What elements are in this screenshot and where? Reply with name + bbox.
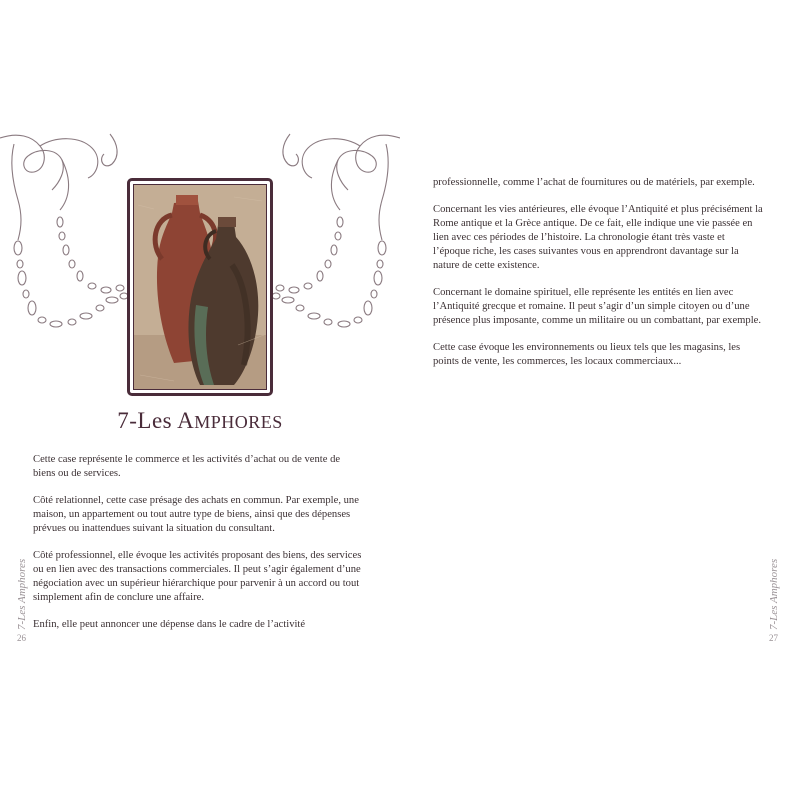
paragraph: Côté professionnel, elle évoque les activités proposant des biens, des services ou en lien avec des transactions commerciales. Il peut s’agir également d’une négociation avec un supérieur hiérarchique pour parvenir à un accord ou tout simplement afin de conclure une affaire. (33, 550, 362, 603)
page-title-first: 7-Les A (117, 408, 195, 433)
right-body-text (433, 176, 763, 382)
paragraph: Cette case représente le commerce et les activités d’achat ou de vente de biens ou de services. (33, 454, 341, 479)
right-page (400, 0, 800, 800)
page-number: 27 (769, 633, 778, 643)
left-body-text (33, 453, 363, 645)
amphora-card-illustration-icon (133, 184, 267, 390)
paragraph: Concernant les vies antérieures, elle évoque l’Antiquité et plus précisément la Rome antique et la Grèce antique. De ce fait, elle indique une vie passée en lien avec ces périodes de l’histoire. La chronologie étant très vaste et l’époque riche, les cases suivantes vous en apprendront davantage sur la nature de cette existence. (433, 204, 763, 271)
page-title-rest: MPHORES (194, 412, 283, 432)
page-number: 26 (17, 633, 26, 643)
paragraph: Cette case évoque les environnements ou lieux tels que les magasins, les points de vente, les commerces, les locaux commerciaux... (433, 342, 741, 367)
page-title (0, 408, 400, 434)
paragraph: Côté relationnel, cette case présage des achats en commun. Par exemple, une maison, un appartement ou tout autre type de biens, ainsi que des dépenses prévues ou inattendues suivant la situation du consultant. (33, 495, 359, 534)
side-running-title: 7-Les Amphores (16, 558, 28, 630)
paragraph: Concernant le domaine spirituel, elle représente les entités en lien avec l’Antiquité grecque et romaine. Il peut s’agir d’un simple citoyen ou d’une présence plus imposante, comme un militaire ou un combattant, par exemple. (433, 287, 762, 326)
side-running-title: 7-Les Amphores (768, 558, 780, 630)
paragraph: Enfin, elle peut annoncer une dépense dans le cadre de l’activité (33, 619, 306, 630)
amphora-card (127, 178, 273, 396)
paragraph: professionnelle, comme l’achat de fournitures ou de matériels, par exemple. (433, 177, 755, 188)
